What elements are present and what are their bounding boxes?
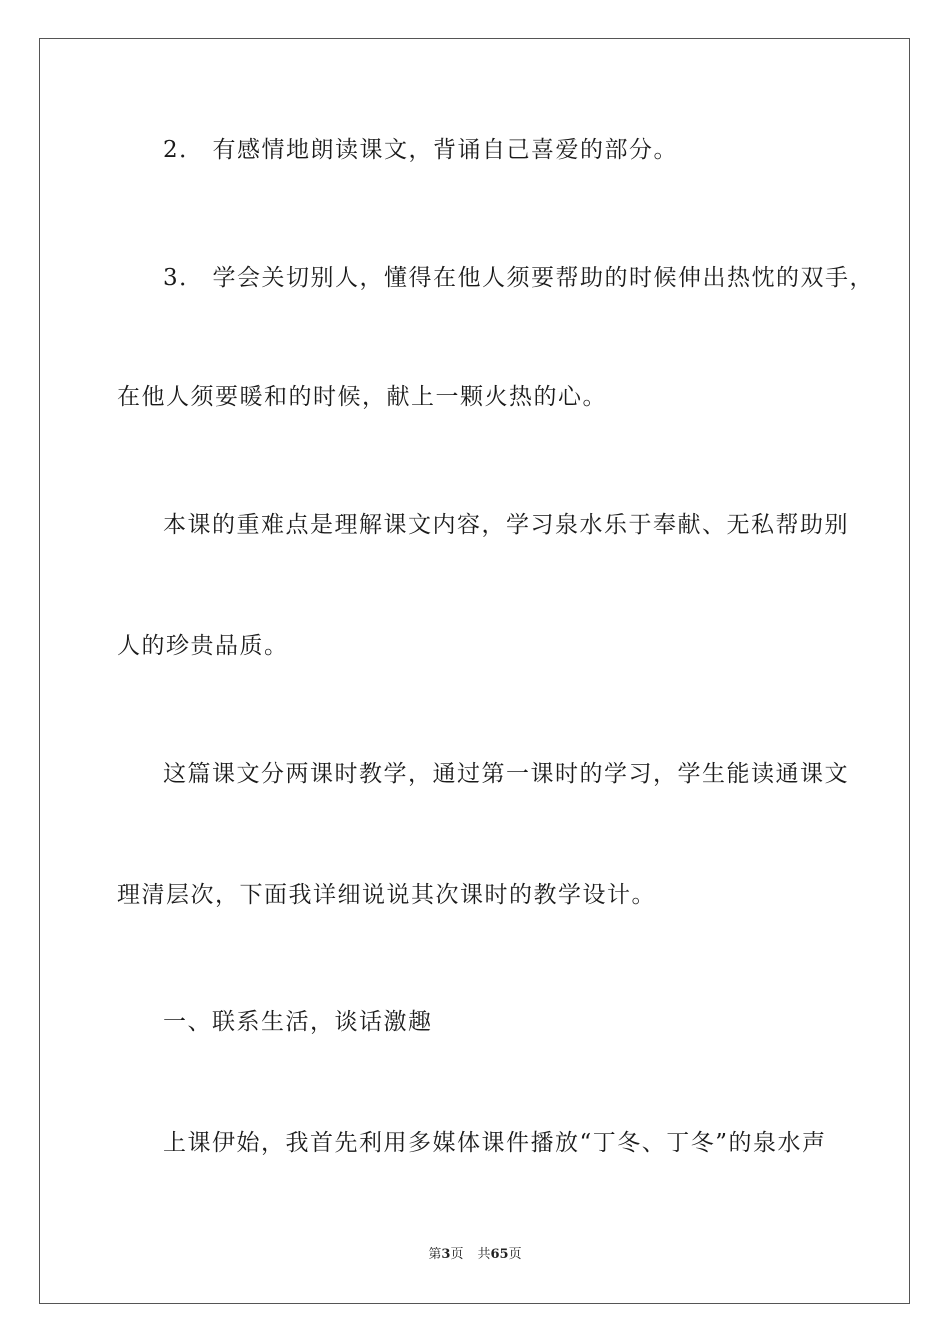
page-footer — [0, 1246, 950, 1264]
section-heading-one: 一、联系生活，谈话激趣 — [163, 1009, 433, 1035]
paragraph-line-key-points: 本课的重难点是理解课文内容，学习泉水乐于奉献、无私帮助别 — [163, 512, 849, 538]
paragraph-line-lesson-plan-cont: 理清层次，下面我详细说说其次课时的教学设计。 — [117, 882, 656, 908]
paragraph-line-objective-3-cont: 在他人须要暖和的时候，献上一颗火热的心。 — [117, 384, 607, 410]
footer-total-suffix: 页 — [508, 1247, 522, 1262]
footer-page-prefix: 第 — [428, 1247, 442, 1262]
footer-page-number: 3 — [441, 1247, 451, 1262]
paragraph-line-objective-2: 2． 有感情地朗读课文，背诵自己喜爱的部分。 — [163, 137, 678, 163]
paragraph-line-key-points-cont: 人的珍贵品质。 — [117, 633, 289, 659]
paragraph-line-lesson-plan: 这篇课文分两课时教学，通过第一课时的学习，学生能读通课文 — [163, 761, 849, 787]
paragraph-line-intro: 上课伊始，我首先利用多媒体课件播放“丁冬、丁冬”的泉水声 — [163, 1130, 827, 1156]
paragraph-line-objective-3: 3． 学会关切别人，懂得在他人须要帮助的时候伸出热忱的双手， — [163, 265, 874, 291]
footer-total-prefix: 共 — [477, 1247, 491, 1262]
footer-page-suffix: 页 — [450, 1247, 464, 1262]
page-border — [39, 38, 910, 1304]
footer-total-pages: 65 — [490, 1247, 509, 1262]
